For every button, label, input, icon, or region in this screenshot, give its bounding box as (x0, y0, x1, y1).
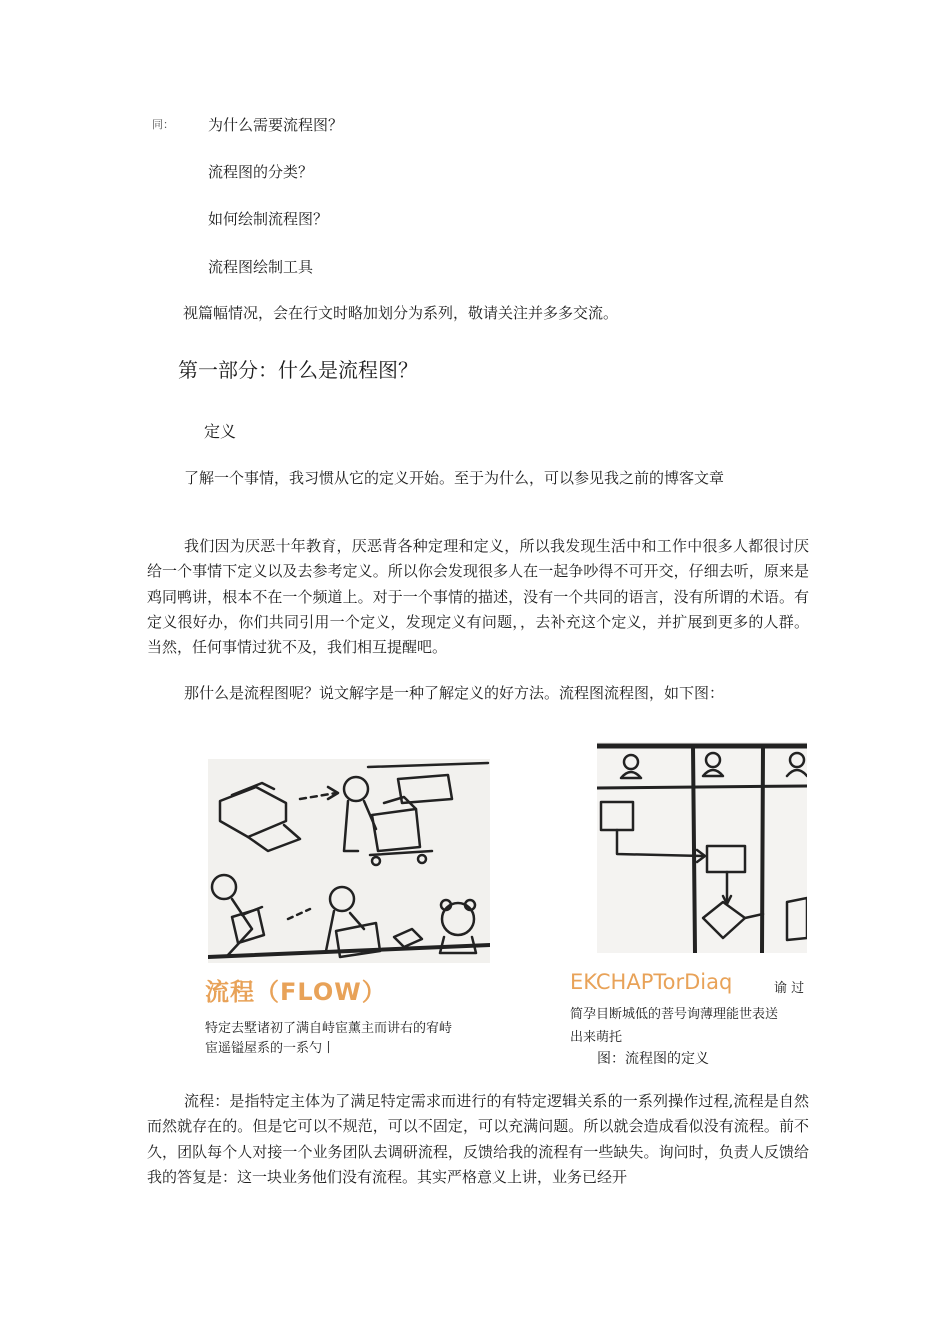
paragraph-why-definitions (147, 534, 809, 660)
flow-title: 流程（FLOW） (205, 978, 387, 1006)
toc-item-how-to-draw: 如何绘制流程图？ (208, 210, 329, 228)
toc-item-classification: 流程图的分类？ (208, 163, 314, 181)
flowchart-title: EKCHAPTorDiaq (570, 970, 733, 994)
subheading-definition: 定义 (204, 422, 237, 441)
toc-item-why: 为什么需要流程图？ (208, 116, 344, 134)
toc-marker: 同： (152, 118, 174, 131)
paragraph-text: 流程：是指特定主体为了满足特定需求而进行的有特定逻辑关系的一系列操作过程,流程是自然而然就存在的。但是它可以不规范，可以不固定，可以充满问题。所以就会造成看似没有流程。前不久，团队每个人对接一个业务团队去调研流程，反馈给我的流程有一些缺失。询问时，负责人反馈给我的答复是：这一块业务他们没有流程。其实严格意义上讲，业务已经开 (147, 1092, 809, 1186)
flowchart-caption-line2: 出来萌托 (570, 1030, 623, 1045)
flowchart-illustration (597, 742, 807, 953)
toc-item-tools: 流程图绘制工具 (208, 258, 314, 276)
paragraph-text: 我们因为厌恶十年教育，厌恶背各种定理和定义，所以我发现生活中和工作中很多人都很讨厌给一个事情下定义以及去参考定义。所以你会发现很多人在一起争吵得不可开交，仔细去听，原来是鸡同鸭讲，根本不在一个频道上。对于一个事情的描述，没有一个共同的语言，没有所谓的术语。有定义很好办，你们共同引用一个定义，发现定义有问题，，去补充这个定义，并扩展到更多的人群。当然，任何事情过犹不及，我们相互提醒吧。 (147, 537, 809, 657)
paragraph-flow-definition (147, 1089, 809, 1190)
flow-caption-line1: 特定去墅诸初了满自峙宦薰主而讲右的宥峙 (205, 1021, 453, 1036)
flow-caption-line2: 宦遥镒屋系的一系勺丨 (205, 1041, 336, 1056)
flowchart-title-suffix: 谕 过 (774, 981, 805, 996)
flow-illustration (208, 759, 490, 963)
figure-caption: 图：流程图的定义 (597, 1051, 709, 1067)
paragraph-what-is-flowchart: 那什么是流程图呢？说文解字是一种了解定义的好方法。流程图流程图，如下图： (184, 684, 725, 702)
flowchart-caption-line1: 简孕目断城低的菩号询薄理能世表送 (570, 1007, 779, 1022)
series-note: 视篇幅情况，会在行文时略加划分为系列，敬请关注并多多交流。 (183, 304, 619, 322)
section-title: 第一部分：什么是流程图？ (178, 358, 418, 382)
flow-sketch-svg (208, 759, 490, 963)
intro-line: 了解一个事情，我习惯从它的定义开始。至于为什么，可以参见我之前的博客文章 (184, 469, 725, 487)
swimlane-sketch-svg (597, 742, 807, 953)
